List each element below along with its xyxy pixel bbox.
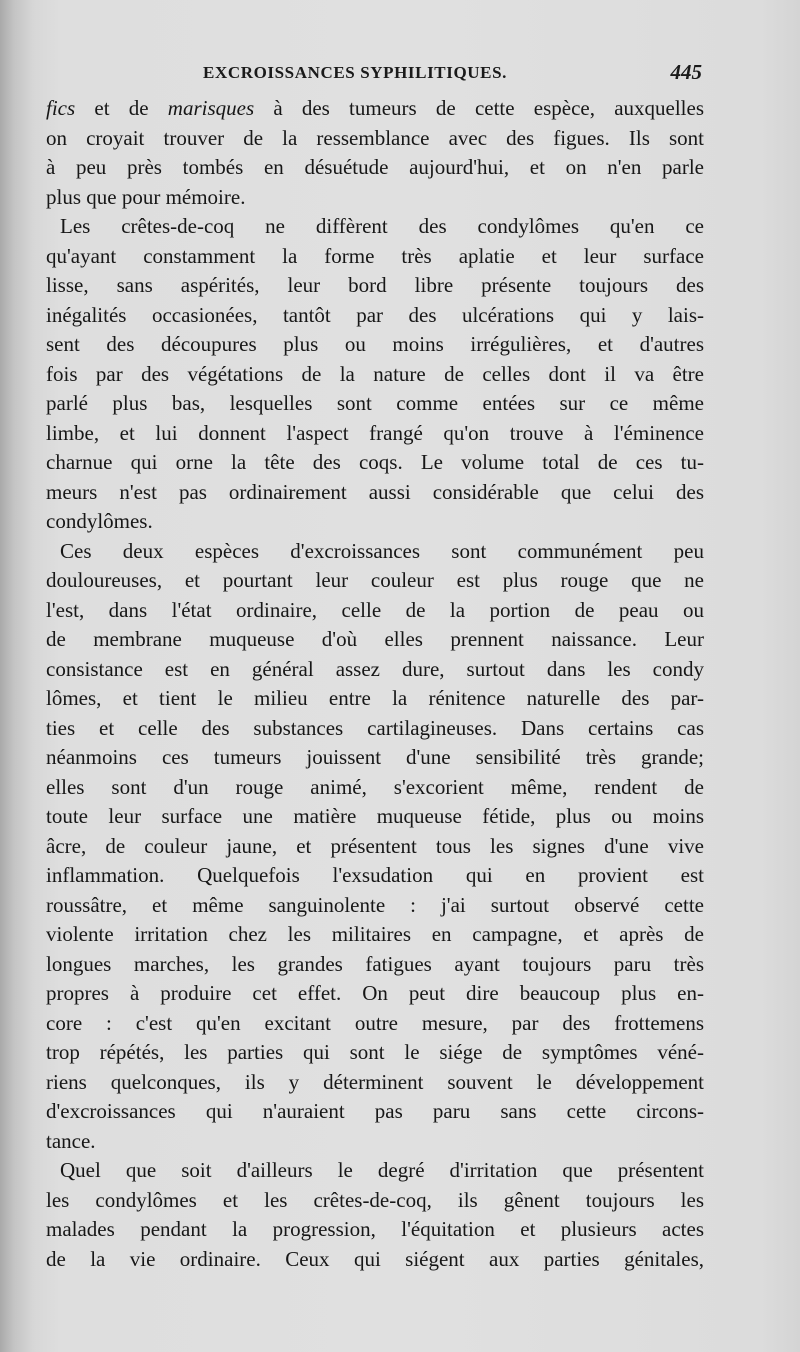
text-line: ties et celle des substances cartilagineuses. Dans certains cas	[46, 715, 704, 740]
page-number: 445	[670, 60, 702, 84]
text-line: les condylômes et les crêtes-de-coq, ils gênent toujours les	[46, 1187, 704, 1212]
text-line: de la vie ordinaire. Ceux qui siégent aux parties génitales,	[46, 1246, 704, 1271]
text-line: lisse, sans aspérités, leur bord libre présente toujours des	[46, 273, 704, 297]
text-line: fics et de marisques à des tumeurs de cette espèce, auxquelles	[46, 96, 704, 120]
text-line: trop répétés, les parties qui sont le siége de symptômes véné-	[46, 1040, 704, 1064]
text-line: violente irritation chez les militaires en campagne, et après de	[46, 922, 704, 946]
italic-term: marisques	[167, 96, 255, 120]
italic-term: fics	[46, 96, 76, 120]
text-line: meurs n'est pas ordinairement aussi considérable que celui des	[46, 479, 704, 504]
text-line: Les crêtes-de-coq ne diffèrent des condylômes qu'en ce	[60, 214, 704, 238]
text-line: tance.	[46, 1128, 96, 1153]
text-line: âcre, de couleur jaune, et présentent tous les signes d'une vive	[46, 833, 704, 858]
text-line: limbe, et lui donnent l'aspect frangé qu'on trouve à l'éminence	[46, 420, 704, 445]
text-line: elles sont d'un rouge animé, s'excorient même, rendent de	[46, 774, 704, 799]
text-line: fois par des végétations de la nature de celles dont il va être	[46, 361, 704, 386]
running-head	[48, 60, 702, 90]
text-line: lômes, et tient le milieu entre la rénitence naturelle des par-	[46, 686, 704, 710]
text-line: core : c'est qu'en excitant outre mesure, par des frottemens	[46, 1010, 704, 1035]
text-line: charnue qui orne la tête des coqs. Le volume total de ces tu-	[46, 450, 704, 474]
text-line: consistance est en général assez dure, surtout dans les condy	[46, 656, 704, 681]
text-line: roussâtre, et même sanguinolente : j'ai surtout observé cette	[46, 892, 704, 917]
text-line: malades pendant la progression, l'équitation et plusieurs actes	[46, 1217, 704, 1241]
text-line: Quel que soit d'ailleurs le degré d'irritation que présentent	[60, 1158, 704, 1182]
text-line: condylômes.	[46, 509, 153, 533]
text-line: inflammation. Quelquefois l'exsudation qui en provient est	[46, 863, 704, 887]
text-line: à peu près tombés en désuétude aujourd'hui, et on n'en parle	[46, 155, 704, 179]
text-line: sent des découpures plus ou moins irrégulières, et d'autres	[46, 332, 704, 356]
text-line: plus que pour mémoire.	[46, 184, 246, 209]
text-line: qu'ayant constamment la forme très aplatie et leur surface	[46, 243, 704, 268]
text-line: d'excroissances qui n'auraient pas paru sans cette circons-	[46, 1099, 704, 1123]
text-line: néanmoins ces tumeurs jouissent d'une sensibilité très grande;	[46, 745, 704, 769]
text-line: toute leur surface une matière muqueuse fétide, plus ou moins	[46, 804, 704, 828]
text-line: inégalités occasionées, tantôt par des ulcérations qui y lais-	[46, 302, 704, 327]
text-line: longues marches, les grandes fatigues ayant toujours paru très	[46, 951, 704, 976]
text-line: parlé plus bas, lesquelles sont comme entées sur ce même	[46, 391, 704, 415]
text-line: propres à produire cet effet. On peut dire beaucoup plus en-	[46, 981, 704, 1005]
text-line: douloureuses, et pourtant leur couleur est plus rouge que ne	[46, 568, 704, 592]
text-line: on croyait trouver de la ressemblance avec des figues. Ils sont	[46, 125, 704, 150]
text-line: de membrane muqueuse d'où elles prennent naissance. Leur	[46, 627, 704, 651]
body-text	[46, 94, 704, 1274]
text-line: l'est, dans l'état ordinaire, celle de la portion de peau ou	[46, 597, 704, 622]
text-line: Ces deux espèces d'excroissances sont communément peu	[60, 538, 704, 563]
running-title: EXCROISSANCES SYPHILITIQUES.	[203, 63, 507, 82]
text-line: riens quelconques, ils y déterminent souvent le développement	[46, 1069, 704, 1094]
